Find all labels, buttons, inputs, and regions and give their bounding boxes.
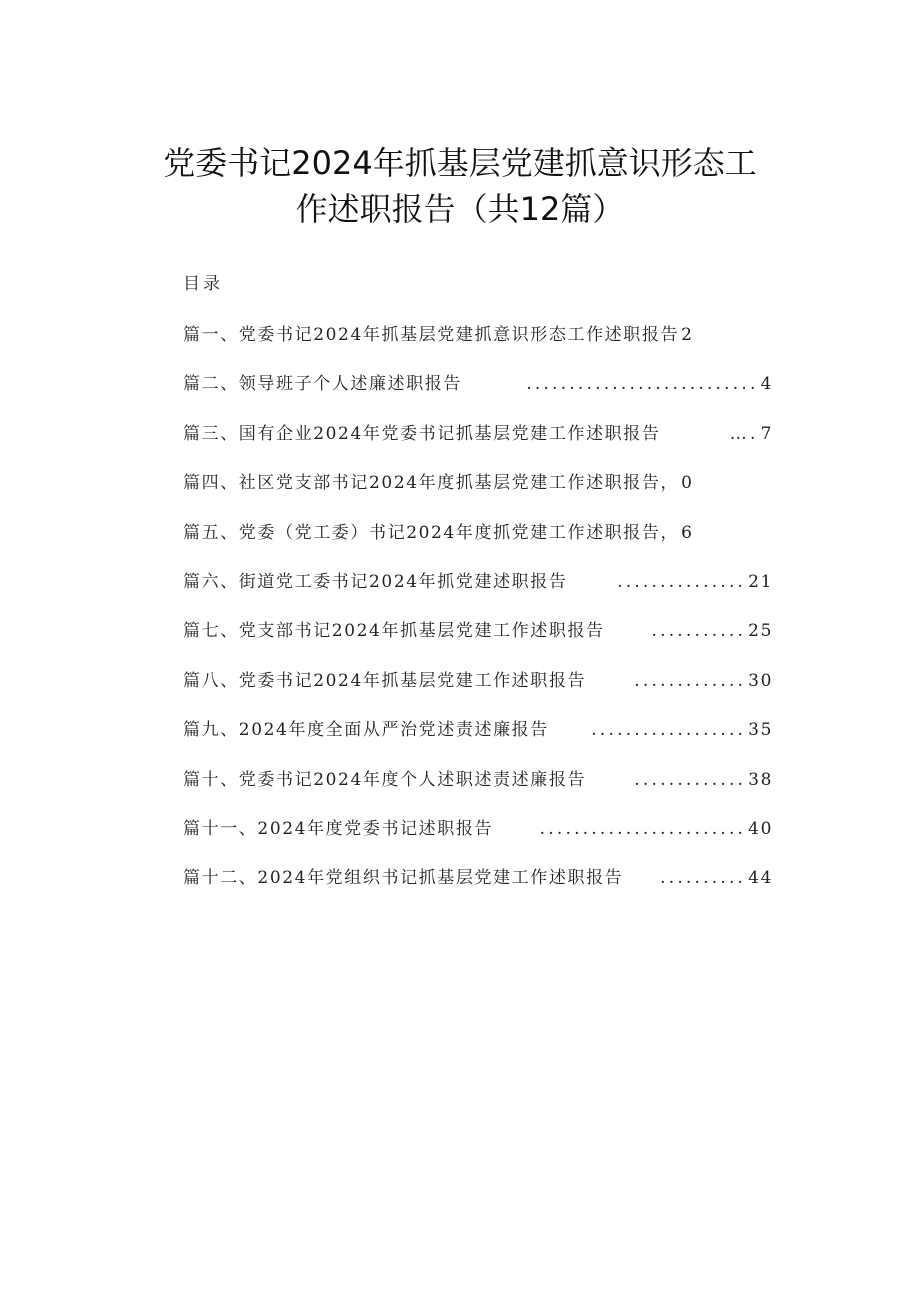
toc-entry[interactable] <box>183 567 773 616</box>
toc-entry[interactable] <box>183 666 773 715</box>
toc-dot-leader: .................. <box>591 720 747 741</box>
toc-page-number: 38 <box>748 769 773 790</box>
toc-entry[interactable] <box>183 715 773 764</box>
table-of-contents <box>183 320 773 913</box>
toc-dot-leader: …. <box>729 423 759 444</box>
toc-entry[interactable] <box>183 468 773 517</box>
toc-entry-title: 篇四、社区党支部书记2024年度抓基层党建工作述职报告， <box>183 473 680 494</box>
toc-entry[interactable] <box>183 765 773 814</box>
toc-entry-title: 篇一、党委书记2024年抓基层党建抓意识形态工作述职报告 <box>183 325 680 345</box>
toc-page-number: 30 <box>748 670 773 691</box>
document-title <box>120 140 800 232</box>
toc-dot-leader: ........................ <box>539 818 747 839</box>
toc-page-number: 44 <box>748 868 773 889</box>
toc-entry[interactable] <box>183 369 773 418</box>
toc-entry[interactable] <box>183 419 773 468</box>
toc-entry[interactable] <box>183 814 773 863</box>
toc-entry-title: 篇五、党委（党工委）书记2024年度抓党建工作述职报告， <box>183 522 680 543</box>
toc-dot-leader: ........................... <box>526 374 759 395</box>
toc-entry-title: 篇十二、2024年党组织书记抓基层党建工作述职报告 <box>183 868 624 889</box>
title-line-2: 作述职报告（共12篇） <box>295 190 625 228</box>
toc-entry-title: 篇六、街道党工委书记2024年抓党建述职报告 <box>183 571 568 592</box>
toc-page-number: 35 <box>748 720 773 741</box>
toc-dot-leader: ........... <box>651 621 747 642</box>
toc-entry-title: 篇七、党支部书记2024年抓基层党建工作述职报告 <box>183 621 605 642</box>
toc-entry-title: 篇二、领导班子个人述廉述职报告 <box>183 374 462 395</box>
toc-entry[interactable] <box>183 320 773 369</box>
toc-page-number: 7 <box>760 423 773 444</box>
toc-page-number: 4 <box>760 374 773 395</box>
toc-dot-leader: .......... <box>660 868 747 889</box>
toc-entry[interactable] <box>183 863 773 912</box>
toc-dot-leader: ............. <box>634 769 747 790</box>
toc-page-number: 6 <box>681 522 694 543</box>
toc-entry-title: 篇九、2024年度全面从严治党述责述廉报告 <box>183 720 549 741</box>
toc-entry[interactable] <box>183 518 773 567</box>
toc-entry-title: 篇十一、2024年度党委书记述职报告 <box>183 818 494 839</box>
toc-dot-leader: ............. <box>634 670 747 691</box>
toc-dot-leader: ............... <box>617 571 747 592</box>
toc-entry-title: 篇八、党委书记2024年抓基层党建工作述职报告 <box>183 670 587 691</box>
toc-heading: 目录 <box>183 274 223 294</box>
title-line-1: 党委书记2024年抓基层党建抓意识形态工 <box>163 144 757 182</box>
toc-entry[interactable] <box>183 616 773 665</box>
toc-page-number: 21 <box>748 571 773 592</box>
toc-page-number: 2 <box>681 325 694 345</box>
toc-page-number: 0 <box>681 473 694 494</box>
toc-page-number: 40 <box>748 818 773 839</box>
toc-entry-title: 篇十、党委书记2024年度个人述职述责述廉报告 <box>183 769 587 790</box>
toc-entry-title: 篇三、国有企业2024年党委书记抓基层党建工作述职报告 <box>183 423 661 444</box>
toc-page-number: 25 <box>748 621 773 642</box>
